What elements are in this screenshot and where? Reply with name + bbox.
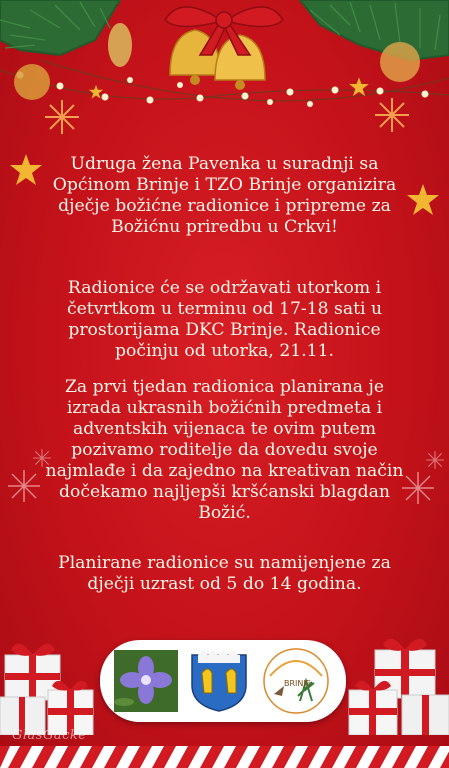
tzo-label: BRINJE <box>284 679 311 688</box>
gift-boxes-icon <box>0 625 100 735</box>
tzo-brinje-logo <box>260 646 332 716</box>
sponsor-logos <box>100 640 346 722</box>
candy-cane-border <box>0 746 449 768</box>
star-icon <box>405 182 441 218</box>
star-icon <box>8 152 44 188</box>
watermark: GlasGacke <box>12 728 87 743</box>
age-group-paragraph: Planirane radionice su namijenjene za dječji uzrast od 5 do 14 godina. <box>58 553 391 594</box>
star-icon <box>348 76 370 98</box>
christmas-garland <box>0 0 449 150</box>
brinje-coat-of-arms <box>190 649 248 713</box>
schedule-paragraph: Radionice će se održavati utorkom i četvrtkom u terminu od 17-18 sati u prostorijama DKC Brinje. Radionice počinju od utorka, 21.11. <box>66 278 383 361</box>
intro-paragraph: Udruga žena Pavenka u suradnji sa Općinom Brinje i TZO Brinje organizira dječje božićne radionice i pripreme za Božićnu priredbu u Crkvi! <box>52 154 397 237</box>
snowflake-icon <box>425 450 445 470</box>
periwinkle-flower-logo <box>114 650 178 712</box>
snowflake-icon <box>6 468 42 504</box>
gift-boxes-icon <box>347 625 449 735</box>
first-week-paragraph: Za prvi tjedan radionica planirana je izrada ukrasnih božićnih predmeta i adventskih vijenaca te ovim putem pozivamo roditelje da dovedu svoje najmlađe i da zajedno na kreativan način dočekamo najljepši kršćanski blagdan Božić. <box>45 377 404 523</box>
star-icon <box>88 84 104 100</box>
